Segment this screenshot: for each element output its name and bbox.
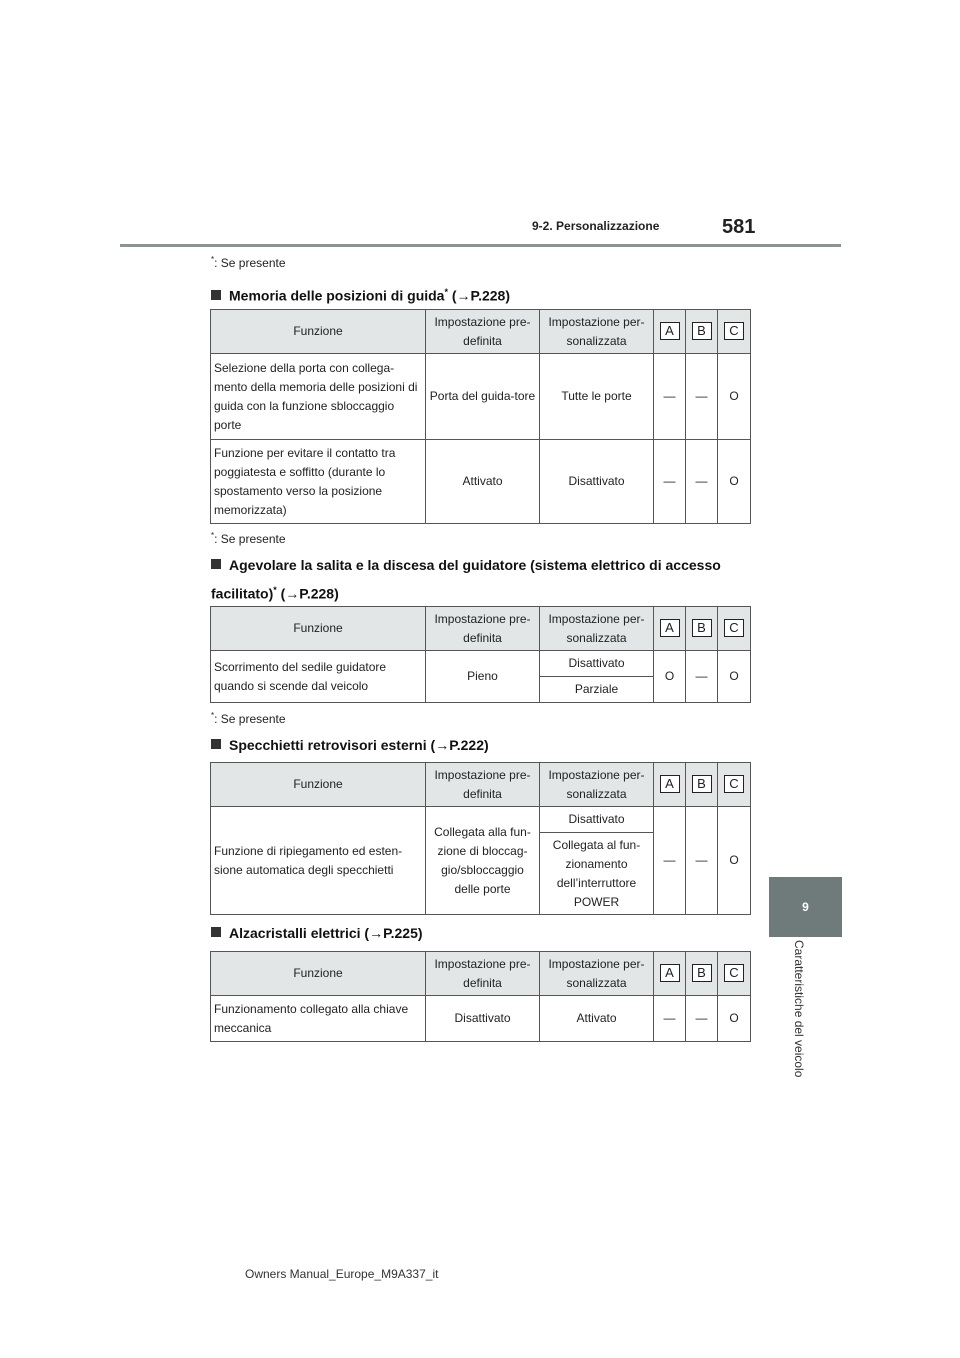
bullet-square-icon (211, 290, 221, 300)
section-header: 9-2. Personalizzazione (532, 219, 660, 233)
chapter-title: Caratteristiche del veicolo (792, 940, 806, 1078)
settings-table (210, 951, 751, 1042)
column-c-label: C (724, 775, 744, 793)
column-a-label: A (660, 619, 680, 637)
settings-table (210, 762, 751, 915)
chapter-number: 9 (802, 900, 809, 914)
table-header-row: Funzione Impostazione pre-definita Impostazione per-sonalizzata A B C (211, 310, 751, 354)
column-b-label: B (692, 322, 712, 340)
column-c-label: C (724, 964, 744, 982)
column-a-label: A (660, 322, 680, 340)
section-heading: Memoria delle posizioni di guida* (→P.228) (211, 280, 771, 309)
bullet-square-icon (211, 927, 221, 937)
section-heading: Specchietti retrovisori esterni (→P.222) (211, 733, 771, 758)
table-row: Funzione per evitare il contatto tra poggiatesta e soffitto (durante lo spostamento verso la posizione memorizzata) Attivato Disattivato — — O (211, 440, 751, 524)
table-row: Collegata al fun-zionamento dell’interruttore POWER (211, 833, 751, 915)
settings-table (210, 309, 751, 524)
section-heading: Agevolare la salita e la discesa del guidatore (sistema elettrico di accesso facilitato)* (→P.228) (211, 557, 721, 602)
header-divider (120, 244, 841, 247)
footnote: *: Se presente (211, 531, 286, 546)
table-row: Funzione di ripiegamento ed esten-sione automatica degli specchietti Collegata alla fun-zione di bloccag-gio/sbloccaggio delle porte Disattivato — — O (211, 807, 751, 833)
column-a-label: A (660, 775, 680, 793)
section-heading: Alzacristalli elettrici (→P.225) (211, 921, 771, 946)
table-row: Selezione della porta con collega-mento della memoria delle posizioni di guida con la funzione sbloccaggio porte Porta del guida-tore Tutte le porte — — O (211, 354, 751, 440)
column-c-label: C (724, 322, 744, 340)
footnote: *: Se presente (211, 711, 286, 726)
page-number: 581 (722, 216, 756, 238)
column-b-label: B (692, 775, 712, 793)
footer-text: Owners Manual_Europe_M9A337_it (245, 1267, 439, 1281)
settings-table (210, 606, 751, 703)
table-header-row: Funzione Impostazione pre-definita Impostazione per-sonalizzata A B C (211, 952, 751, 996)
chapter-tab (769, 877, 842, 937)
table-row: Parziale (211, 677, 751, 703)
column-b-label: B (692, 619, 712, 637)
table-row: Funzionamento collegato alla chiave meccanica Disattivato Attivato — — O (211, 996, 751, 1042)
table-row: Scorrimento del sedile guidatore quando si scende dal veicolo Pieno Disattivato O — O (211, 651, 751, 677)
bullet-square-icon (211, 559, 221, 569)
table-header-row: Funzione Impostazione pre-definita Impostazione per-sonalizzata A B C (211, 763, 751, 807)
table-header-row: Funzione Impostazione pre-definita Impostazione per-sonalizzata A B C (211, 607, 751, 651)
footnote: *: Se presente (211, 255, 286, 270)
column-c-label: C (724, 619, 744, 637)
column-a-label: A (660, 964, 680, 982)
bullet-square-icon (211, 739, 221, 749)
column-b-label: B (692, 964, 712, 982)
